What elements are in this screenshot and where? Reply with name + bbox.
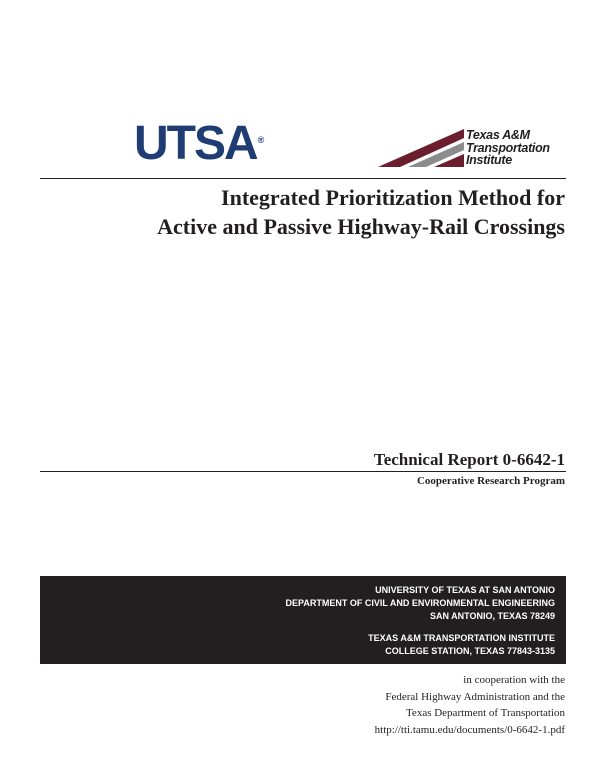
- header-divider: [40, 178, 566, 179]
- band-line: SAN ANTONIO, TEXAS 78249: [429, 611, 555, 621]
- tti-logo-text: [466, 129, 550, 167]
- band-line: UNIVERSITY OF TEXAS AT SAN ANTONIO: [375, 585, 555, 595]
- cooperation-line: in cooperation with the: [463, 674, 565, 686]
- cooperation-line: Federal Highway Administration and the: [385, 690, 565, 703]
- band-line: COLLEGE STATION, TEXAS 77843-3135: [385, 646, 555, 656]
- institution-band: [40, 576, 566, 664]
- title-line: Active and Passive Highway-Rail Crossings: [157, 214, 565, 239]
- band-line: TEXAS A&M TRANSPORTATION INSTITUTE: [368, 633, 555, 643]
- band-line: DEPARTMENT OF CIVIL AND ENVIRONMENTAL ENGINEERING: [285, 598, 555, 608]
- tti-logo-line: Texas A&M: [466, 128, 530, 142]
- research-program: Cooperative Research Program: [416, 475, 565, 487]
- report-divider: [40, 471, 566, 472]
- report-title: [40, 183, 565, 241]
- tti-logo-line: Institute: [466, 153, 512, 167]
- document-url[interactable]: http://tti.tamu.edu/documents/0-6642-1.pdf: [374, 723, 565, 736]
- tti-logo-mark: [378, 129, 464, 167]
- cooperation-line: Texas Department of Transportation: [405, 707, 565, 719]
- utsa-logo: [134, 117, 265, 170]
- cooperation-block: [40, 672, 565, 738]
- title-line: Integrated Prioritization Method for: [221, 185, 565, 210]
- utsa-registered-mark: ®: [257, 135, 265, 145]
- utsa-logo-text: UTSA: [134, 117, 257, 170]
- tti-logo-line: Transportation: [466, 140, 550, 155]
- report-number: Technical Report 0-6642-1: [373, 450, 565, 469]
